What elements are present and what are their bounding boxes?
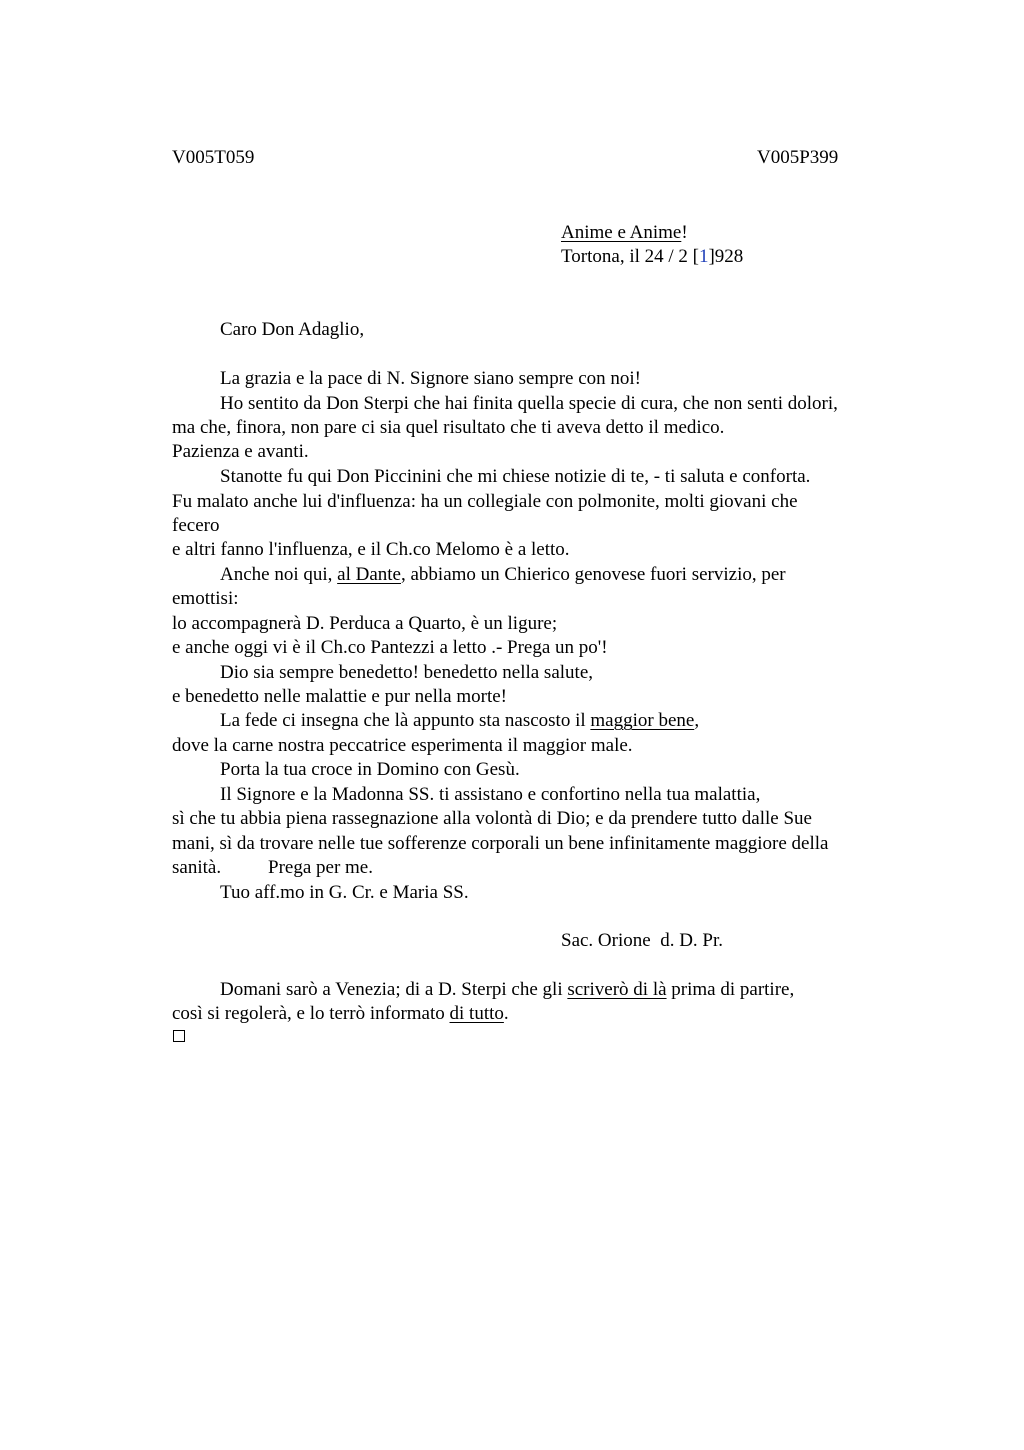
body-line: Porta la tua croce in Domino con Gesù. bbox=[220, 759, 520, 780]
body-line: lo accompagnerà D. Perduca a Quarto, è un ligure; bbox=[172, 613, 558, 634]
body-text: , bbox=[694, 710, 700, 731]
postscript-text: così si regolerà, e lo terrò informato bbox=[172, 1003, 450, 1024]
body-line: Stanotte fu qui Don Piccinini che mi chiese notizie di te, - ti saluta e conforta. bbox=[220, 466, 811, 487]
place-date bbox=[561, 245, 743, 269]
body-line: emottisi: bbox=[172, 588, 239, 609]
footnote-ref[interactable]: 1 bbox=[698, 246, 709, 267]
body-line-prega: Prega per me. bbox=[268, 857, 373, 878]
closing-line: Tuo aff.mo in G. Cr. e Maria SS. bbox=[220, 882, 469, 903]
body-line bbox=[220, 709, 699, 733]
underlined-text: maggior bene bbox=[590, 710, 695, 731]
body-line: e altri fanno l'influenza, e il Ch.co Melomo è a letto. bbox=[172, 539, 570, 560]
body-line: Pazienza e avanti. bbox=[172, 441, 309, 462]
body-text: , abbiamo un Chierico genovese fuori servizio, per bbox=[400, 564, 786, 585]
body-line: e benedetto nelle malattie e pur nella morte! bbox=[172, 686, 507, 707]
body-line: sì che tu abbia piena rassegnazione alla volontà di Dio; e da prendere tutto dalle Sue bbox=[172, 808, 812, 829]
body-line: Fu malato anche lui d'influenza: ha un collegiale con polmonite, molti giovani che bbox=[172, 491, 798, 512]
body-line: fecero bbox=[172, 515, 220, 536]
body-line: mani, sì da trovare nelle tue sofferenze corporali un bene infinitamente maggiore della bbox=[172, 833, 829, 854]
body-line: Dio sia sempre benedetto! benedetto nella salute, bbox=[220, 662, 594, 683]
motto-tail: ! bbox=[681, 222, 688, 243]
motto-underlined: Anime e Anime bbox=[561, 222, 682, 243]
underlined-text: di tutto bbox=[449, 1003, 504, 1024]
body-text: La fede ci insegna che là appunto sta nascosto il bbox=[220, 710, 591, 731]
postscript-text: . bbox=[503, 1003, 509, 1024]
body-line: e anche oggi vi è il Ch.co Pantezzi a letto .- Prega un po'! bbox=[172, 637, 608, 658]
signature: Sac. Orione d. D. Pr. bbox=[561, 930, 724, 951]
place-date-year: ]928 bbox=[708, 246, 744, 267]
archive-code-right: V005P399 bbox=[757, 147, 839, 168]
body-line-sanita: sanità. bbox=[172, 857, 222, 878]
postscript-text: prima di partire, bbox=[666, 979, 795, 1000]
salutation: Caro Don Adaglio, bbox=[220, 319, 365, 340]
motto-line bbox=[561, 221, 688, 245]
body-line: Ho sentito da Don Sterpi che hai finita quella specie di cura, che non senti dolori, bbox=[220, 393, 838, 414]
postscript-line bbox=[172, 1002, 509, 1026]
place-date-text: Tortona, il 24 / 2 [ bbox=[561, 246, 699, 267]
underlined-text: al Dante bbox=[337, 564, 401, 585]
body-line: Il Signore e la Madonna SS. ti assistano e confortino nella tua malattia, bbox=[220, 784, 761, 805]
body-line bbox=[220, 563, 786, 587]
body-line: dove la carne nostra peccatrice esperimenta il maggior male. bbox=[172, 735, 633, 756]
body-text: Anche noi qui, bbox=[220, 564, 338, 585]
postscript-line bbox=[220, 978, 794, 1002]
archive-code-left: V005T059 bbox=[172, 147, 255, 168]
underlined-text: scriverò di là bbox=[567, 979, 667, 1000]
end-of-document-box-icon bbox=[173, 1030, 185, 1042]
body-line: ma che, finora, non pare ci sia quel risultato che ti aveva detto il medico. bbox=[172, 417, 725, 438]
postscript-text: Domani sarò a Venezia; di a D. Sterpi che gli bbox=[220, 979, 568, 1000]
body-line: La grazia e la pace di N. Signore siano sempre con noi! bbox=[220, 368, 642, 389]
